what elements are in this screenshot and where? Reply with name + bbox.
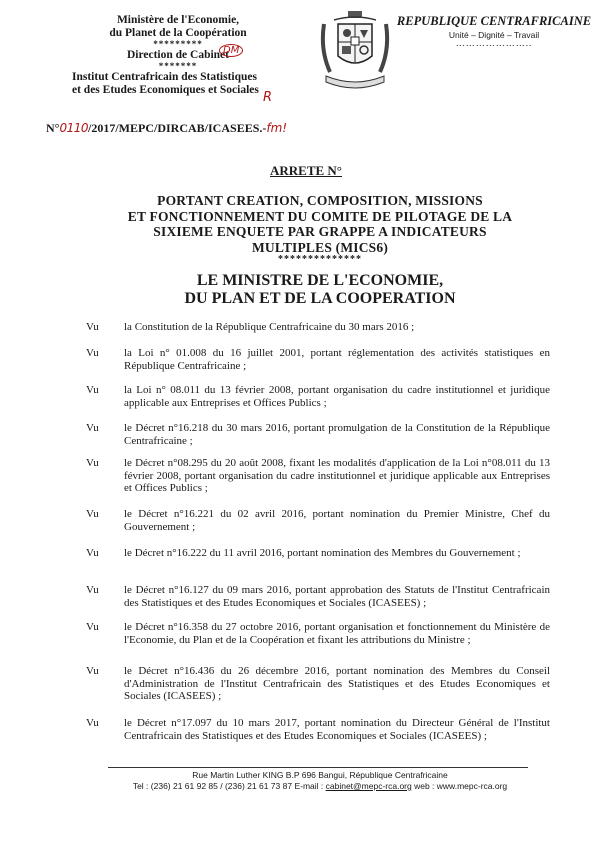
footer-divider xyxy=(108,767,528,768)
motto-dots: ………………….. xyxy=(455,38,533,48)
minister-line-2: DU PLAN ET DE LA COOPERATION xyxy=(184,290,456,307)
vu-label: Vu xyxy=(86,384,99,396)
reference-prefix: N° xyxy=(46,121,60,135)
coat-of-arms-emblem xyxy=(318,10,392,92)
decree-purpose xyxy=(90,193,550,265)
vu-text: le Décret n°17.097 du 10 mars 2017, portant nomination du Directeur Général de l'Institut Centrafricain des Statistiques et des Etudes Economiques et Sociales (ICASEES) ; xyxy=(124,717,550,742)
vu-label: Vu xyxy=(86,457,99,469)
minister-title xyxy=(90,272,550,308)
footer-email-link[interactable]: cabinet@mepc-rca.org xyxy=(325,781,412,791)
issuing-authority xyxy=(58,14,298,97)
purpose-line: MULTIPLES (MICS6) xyxy=(251,239,389,255)
purpose-line: PORTANT CREATION, COMPOSITION, MISSIONS xyxy=(157,193,483,208)
vu-text: la Loi n° 01.008 du 16 juillet 2001, portant réglementation des activités statistiques en République Centrafricaine ; xyxy=(124,347,550,372)
vu-text: la Loi n° 08.011 du 13 février 2008, portant organisation du cadre institutionnel et juridique applicable aux Entreprises et Offices Publics ; xyxy=(124,384,550,409)
decree-heading: ARRETE N° xyxy=(269,163,342,178)
vu-label: Vu xyxy=(86,665,99,677)
footer-web[interactable]: web : www.mepc-rca.org xyxy=(411,781,508,791)
vu-label: Vu xyxy=(86,508,99,520)
reference-number xyxy=(46,121,287,136)
vu-label: Vu xyxy=(86,321,99,333)
reference-code: /2017/MEPC/DIRCAB/ICASEES.- xyxy=(88,121,267,135)
vu-text: la Constitution de la République Centrafricaine du 30 mars 2016 ; xyxy=(124,321,415,333)
republic-name: REPUBLIQUE CENTRAFRICAINE xyxy=(396,14,592,28)
separator-stars: ************** xyxy=(278,254,362,265)
separator-stars: ********* xyxy=(153,39,203,49)
vu-text: le Décret n°16.222 du 11 avril 2016, portant nomination des Membres du Gouvernement ; xyxy=(124,547,521,559)
cabinet-line: Direction de Cabinet xyxy=(126,49,229,61)
institute-line-2: et des Etudes Economiques et Sociales xyxy=(72,84,259,96)
national-motto: Unité – Dignité – Travail xyxy=(448,30,540,40)
vu-text: le Décret n°16.358 du 27 octobre 2016, portant organisation et fonctionnement du Ministère de l'Economie, du Plan et de la Coopération et fixant les attributions du Ministre ; xyxy=(124,621,550,646)
vu-label: Vu xyxy=(86,717,99,729)
vu-text: le Décret n°16.436 du 26 décembre 2016, portant nomination des Membres du Conseil d'Administration de l'Institut Centrafricain des Statistiques et des Etudes Economiques et Sociales (ICASEES) ; xyxy=(124,665,550,703)
vu-text: le Décret n°16.221 du 02 avril 2016, portant nomination du Premier Ministre, Chef du Gouvernement ; xyxy=(124,508,550,533)
handwritten-mark: R xyxy=(263,90,273,105)
footer-contact xyxy=(90,781,550,792)
reference-handwritten-number: 0110 xyxy=(59,121,89,135)
purpose-line: ET FONCTIONNEMENT DU COMITE DE PILOTAGE DE LA xyxy=(127,208,513,224)
separator-stars: ******* xyxy=(158,61,198,71)
footer xyxy=(90,770,550,792)
vu-text: le Décret n°08.295 du 20 août 2008, fixant les modalités d'application de la Loi n°08.011 du 13 février 2008, portant organisation du cadre institutionnel et juridique applicable aux Entreprises et Offices Publics ; xyxy=(124,457,550,495)
footer-phone: Tel : (236) 21 61 92 85 / (236) 21 61 73 87 E-mail : xyxy=(132,781,326,791)
vu-label: Vu xyxy=(86,584,99,596)
purpose-line: SIXIEME ENQUETE PAR GRAPPE A INDICATEURS xyxy=(153,224,487,239)
ministry-line-1: Ministère de l'Economie, xyxy=(116,14,240,26)
ministry-line-2: du Planet de la Coopération xyxy=(109,27,247,39)
vu-text: le Décret n°16.127 du 09 mars 2016, portant approbation des Statuts de l'Institut Centrafricain des Statistiques et des Etudes Economiques et Sociales (ICASEES) ; xyxy=(124,584,550,609)
reference-signature: fm! xyxy=(266,121,288,135)
vu-text: le Décret n°16.218 du 30 mars 2016, portant promulgation de la Constitution de la République Centrafricaine ; xyxy=(124,422,550,447)
vu-label: Vu xyxy=(86,347,99,359)
footer-address: Rue Martin Luther KING B.P 696 Bangui, République Centrafricaine xyxy=(192,770,448,780)
vu-label: Vu xyxy=(86,621,99,633)
handwritten-initials: DM xyxy=(219,44,243,57)
minister-line-1: LE MINISTRE DE L'ECONOMIE, xyxy=(196,272,444,289)
institute-line-1: Institut Centrafricain des Statistiques xyxy=(72,71,257,83)
state-header xyxy=(396,14,592,48)
vu-label: Vu xyxy=(86,547,99,559)
vu-label: Vu xyxy=(86,422,99,434)
